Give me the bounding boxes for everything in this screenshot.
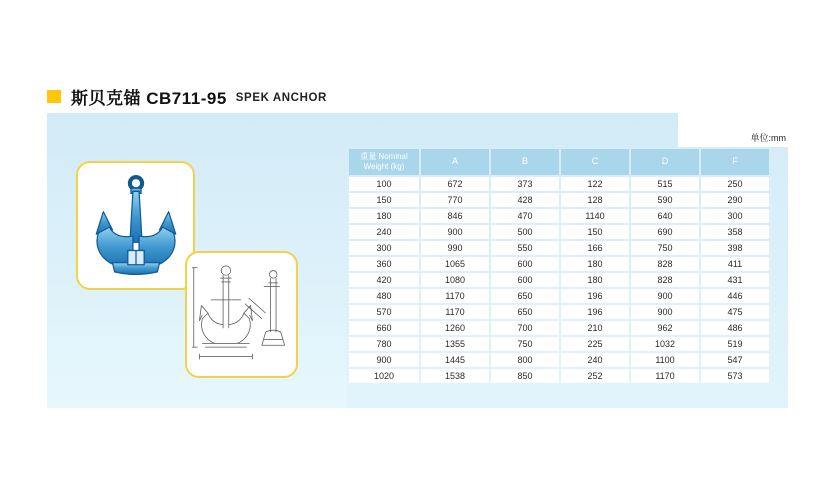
table-row	[349, 305, 769, 319]
table-cell: 590	[631, 193, 699, 207]
table-cell: 398	[701, 241, 769, 255]
table-cell: 1538	[421, 369, 489, 383]
table-cell: 1065	[421, 257, 489, 271]
table-row	[349, 241, 769, 255]
table-cell: 750	[631, 241, 699, 255]
table-cell: 250	[701, 177, 769, 191]
col-header-f: F	[701, 149, 769, 175]
table-cell: 150	[561, 225, 629, 239]
table-cell: 196	[561, 305, 629, 319]
table-cell: 210	[561, 321, 629, 335]
table-cell: 300	[349, 241, 419, 255]
table-cell: 990	[421, 241, 489, 255]
table-cell: 1080	[421, 273, 489, 287]
title-bullet-icon	[47, 90, 61, 103]
table-cell: 240	[561, 353, 629, 367]
table-cell: 1100	[631, 353, 699, 367]
table-cell: 850	[491, 369, 559, 383]
table-row	[349, 209, 769, 223]
table-cell: 358	[701, 225, 769, 239]
table-cell: 1032	[631, 337, 699, 351]
table-cell: 1445	[421, 353, 489, 367]
table-row	[349, 369, 769, 383]
table-cell: 900	[631, 289, 699, 303]
table-cell: 431	[701, 273, 769, 287]
table-cell: 900	[421, 225, 489, 239]
anchor-technical-drawing	[190, 258, 294, 372]
dimension-table	[347, 147, 771, 385]
table-cell: 290	[701, 193, 769, 207]
table-cell: 100	[349, 177, 419, 191]
table-cell: 373	[491, 177, 559, 191]
table-cell: 1355	[421, 337, 489, 351]
table-cell: 1170	[421, 289, 489, 303]
table-cell: 846	[421, 209, 489, 223]
table-cell: 1260	[421, 321, 489, 335]
table-cell: 128	[561, 193, 629, 207]
table-cell: 1170	[631, 369, 699, 383]
table-cell: 828	[631, 273, 699, 287]
table-cell: 780	[349, 337, 419, 351]
table-cell: 180	[561, 257, 629, 271]
table-cell: 360	[349, 257, 419, 271]
table-row	[349, 273, 769, 287]
table-header-row	[349, 149, 769, 175]
table-cell: 550	[491, 241, 559, 255]
col-header-b: B	[491, 149, 559, 175]
title-chinese: 斯贝克锚 CB711-95	[71, 89, 227, 108]
table-cell: 660	[349, 321, 419, 335]
title-english: SPEK ANCHOR	[235, 92, 327, 104]
table-row	[349, 289, 769, 303]
table-cell: 122	[561, 177, 629, 191]
table-cell: 600	[491, 273, 559, 287]
table-cell: 420	[349, 273, 419, 287]
table-cell: 411	[701, 257, 769, 271]
table-cell: 547	[701, 353, 769, 367]
table-cell: 180	[349, 209, 419, 223]
table-row	[349, 257, 769, 271]
table-cell: 475	[701, 305, 769, 319]
table-cell: 150	[349, 193, 419, 207]
table-cell: 690	[631, 225, 699, 239]
page-title	[47, 84, 327, 109]
table-cell: 500	[491, 225, 559, 239]
table-cell: 180	[561, 273, 629, 287]
table-cell: 573	[701, 369, 769, 383]
col-header-d: D	[631, 149, 699, 175]
table-row	[349, 177, 769, 191]
table-cell: 1170	[421, 305, 489, 319]
unit-label: 单位:mm	[750, 133, 786, 143]
table-cell: 750	[491, 337, 559, 351]
table-row	[349, 225, 769, 239]
table-cell: 650	[491, 305, 559, 319]
table-cell: 196	[561, 289, 629, 303]
table-cell: 480	[349, 289, 419, 303]
table-body	[349, 177, 769, 383]
table-cell: 800	[491, 353, 559, 367]
table-cell: 252	[561, 369, 629, 383]
table-cell: 225	[561, 337, 629, 351]
table-cell: 600	[491, 257, 559, 271]
table-cell: 770	[421, 193, 489, 207]
col-header-c: C	[561, 149, 629, 175]
table-cell: 470	[491, 209, 559, 223]
table-cell: 486	[701, 321, 769, 335]
table-cell: 640	[631, 209, 699, 223]
table-cell: 519	[701, 337, 769, 351]
col-header-a: A	[421, 149, 489, 175]
table-cell: 166	[561, 241, 629, 255]
table-row	[349, 193, 769, 207]
table-cell: 650	[491, 289, 559, 303]
table-cell: 900	[631, 305, 699, 319]
table-cell: 515	[631, 177, 699, 191]
table-cell: 446	[701, 289, 769, 303]
table-row	[349, 353, 769, 367]
table-cell: 428	[491, 193, 559, 207]
table-cell: 900	[349, 353, 419, 367]
anchor-photo-icon	[90, 173, 182, 279]
table-row	[349, 321, 769, 335]
anchor-drawing-box	[185, 251, 298, 378]
anchor-photo-box	[76, 161, 195, 290]
table-cell: 828	[631, 257, 699, 271]
table-cell: 1020	[349, 369, 419, 383]
table-cell: 240	[349, 225, 419, 239]
table-head	[349, 149, 769, 175]
table-cell: 962	[631, 321, 699, 335]
table-row	[349, 337, 769, 351]
table-cell: 700	[491, 321, 559, 335]
table-cell: 1140	[561, 209, 629, 223]
table-cell: 300	[701, 209, 769, 223]
table-cell: 672	[421, 177, 489, 191]
col-header-weight: 重量 Nominal Weight (kg)	[349, 149, 419, 175]
table-cell: 570	[349, 305, 419, 319]
